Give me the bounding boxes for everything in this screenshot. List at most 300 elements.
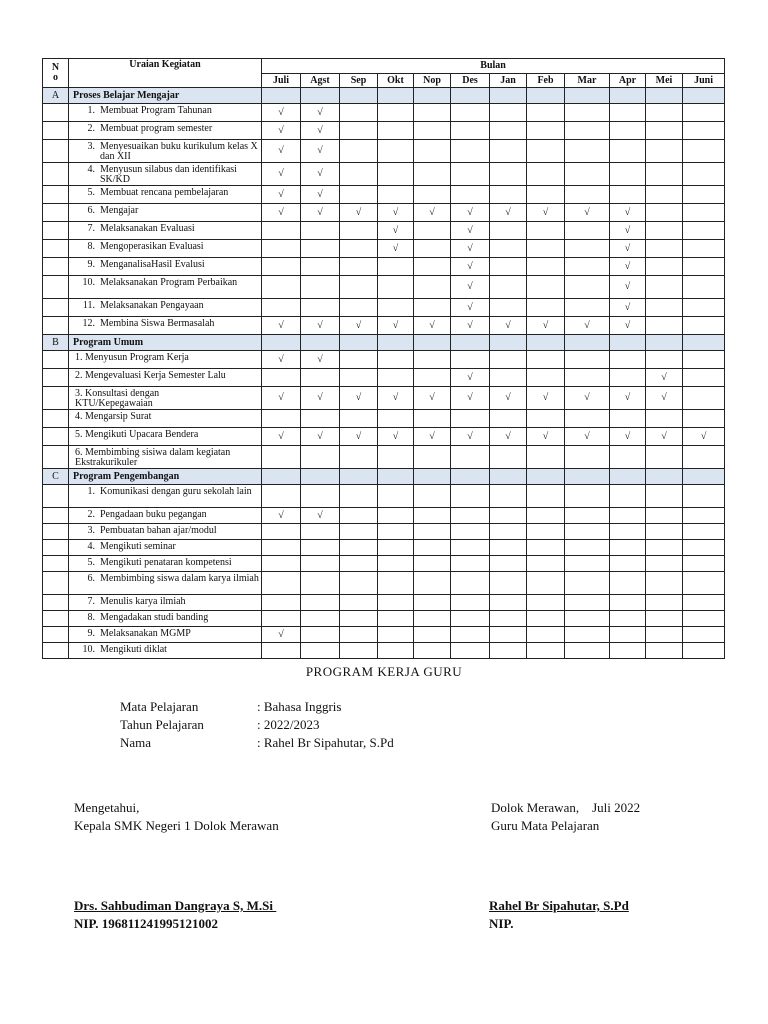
empty-month-cell	[527, 276, 565, 299]
activity-text: Membimbing siswa dalam karya ilmiah	[100, 573, 259, 584]
table-row	[43, 627, 725, 643]
section-month-cell	[565, 469, 610, 485]
section-row	[43, 88, 725, 104]
empty-month-cell	[414, 572, 451, 595]
section-month-cell	[683, 335, 725, 351]
empty-month-cell	[527, 140, 565, 163]
checkmark-cell: √	[262, 104, 301, 122]
desc-header: Uraian Kegiatan	[69, 59, 262, 88]
checkmark-cell: √	[610, 428, 646, 446]
empty-month-cell	[340, 351, 378, 369]
checkmark-cell: √	[610, 299, 646, 317]
activity-number: 8.	[87, 612, 95, 623]
activity-text: Mengarsip Surat	[85, 411, 152, 422]
section-title: Program Umum	[69, 335, 262, 351]
empty-month-cell	[610, 104, 646, 122]
activity-description	[69, 122, 262, 140]
checkmark-cell: √	[565, 204, 610, 222]
empty-month-cell	[565, 163, 610, 186]
empty-month-cell	[414, 540, 451, 556]
empty-month-cell	[262, 446, 301, 469]
empty-month-cell	[340, 627, 378, 643]
empty-month-cell	[301, 572, 340, 595]
activity-number: 5.	[75, 429, 83, 440]
empty-month-cell	[646, 240, 683, 258]
empty-month-cell	[378, 524, 414, 540]
checkmark-cell: √	[527, 317, 565, 335]
empty-month-cell	[610, 351, 646, 369]
section-month-cell	[527, 88, 565, 104]
table-row	[43, 446, 725, 469]
info-label: Tahun Pelajaran	[120, 717, 204, 732]
activity-number: 3.	[87, 141, 95, 152]
activity-number: 2.	[87, 123, 95, 134]
empty-month-cell	[378, 140, 414, 163]
table-row	[43, 508, 725, 524]
section-letter: C	[43, 469, 69, 485]
activity-text: Melaksanakan Evaluasi	[100, 223, 195, 234]
checkmark-cell: √	[490, 428, 527, 446]
empty-month-cell	[683, 556, 725, 572]
checkmark-cell: √	[490, 204, 527, 222]
empty-month-cell	[301, 299, 340, 317]
row-no-cell	[43, 508, 69, 524]
month-header: Juli	[262, 74, 301, 88]
empty-month-cell	[683, 351, 725, 369]
row-no-cell	[43, 186, 69, 204]
empty-month-cell	[490, 186, 527, 204]
empty-month-cell	[378, 595, 414, 611]
sig-left-name: Drs. Sahbudiman Dangraya S, M.Si	[74, 898, 277, 913]
activity-text: Membuat Program Tahunan	[100, 105, 212, 116]
checkmark-cell: √	[301, 351, 340, 369]
checkmark-cell: √	[378, 317, 414, 335]
checkmark-cell: √	[646, 428, 683, 446]
month-header: Des	[451, 74, 490, 88]
empty-month-cell	[340, 595, 378, 611]
activity-text: Mengikuti penataran kompetensi	[100, 557, 232, 568]
empty-month-cell	[646, 299, 683, 317]
info-block	[120, 698, 394, 752]
row-no-cell	[43, 485, 69, 508]
empty-month-cell	[301, 595, 340, 611]
checkmark-cell: √	[378, 240, 414, 258]
empty-month-cell	[451, 508, 490, 524]
checkmark-cell: √	[610, 276, 646, 299]
empty-month-cell	[610, 140, 646, 163]
empty-month-cell	[378, 122, 414, 140]
empty-month-cell	[340, 258, 378, 276]
empty-month-cell	[527, 540, 565, 556]
activity-description	[69, 258, 262, 276]
info-value: : Rahel Br Sipahutar, S.Pd	[257, 735, 394, 750]
checkmark-cell: √	[262, 122, 301, 140]
empty-month-cell	[646, 122, 683, 140]
row-no-cell	[43, 556, 69, 572]
no-header: N o	[43, 59, 69, 88]
empty-month-cell	[451, 611, 490, 627]
empty-month-cell	[565, 643, 610, 659]
checkmark-cell: √	[527, 387, 565, 410]
empty-month-cell	[262, 369, 301, 387]
month-header: Feb	[527, 74, 565, 88]
empty-month-cell	[610, 595, 646, 611]
section-month-cell	[565, 88, 610, 104]
empty-month-cell	[565, 122, 610, 140]
empty-month-cell	[527, 258, 565, 276]
row-no-cell	[43, 222, 69, 240]
checkmark-cell: √	[378, 222, 414, 240]
section-month-cell	[414, 335, 451, 351]
empty-month-cell	[262, 524, 301, 540]
empty-month-cell	[490, 540, 527, 556]
empty-month-cell	[683, 317, 725, 335]
month-group-header: Bulan	[262, 59, 725, 74]
activity-number: 1.	[75, 352, 83, 363]
empty-month-cell	[683, 627, 725, 643]
activity-number: 4.	[75, 411, 83, 422]
row-no-cell	[43, 524, 69, 540]
activity-text: Melaksanakan Program Perbaikan	[100, 277, 238, 288]
empty-month-cell	[610, 122, 646, 140]
section-month-cell	[262, 469, 301, 485]
empty-month-cell	[414, 369, 451, 387]
empty-month-cell	[451, 140, 490, 163]
empty-month-cell	[378, 556, 414, 572]
doc-title: PROGRAM KERJA GURU	[305, 664, 463, 679]
activity-text: Pengadaan buku pegangan	[100, 509, 207, 520]
empty-month-cell	[610, 410, 646, 428]
empty-month-cell	[527, 104, 565, 122]
table-row	[43, 240, 725, 258]
empty-month-cell	[565, 222, 610, 240]
activity-text: Mengikuti diklat	[100, 644, 167, 655]
sig-right-line1: Dolok Merawan, Juli 2022	[491, 800, 641, 815]
row-no-cell	[43, 540, 69, 556]
checkmark-cell: √	[565, 428, 610, 446]
row-no-cell	[43, 299, 69, 317]
checkmark-cell: √	[262, 428, 301, 446]
row-no-cell	[43, 163, 69, 186]
checkmark-cell: √	[565, 317, 610, 335]
activity-number: 6.	[87, 205, 95, 216]
empty-month-cell	[451, 446, 490, 469]
section-month-cell	[262, 335, 301, 351]
empty-month-cell	[646, 485, 683, 508]
empty-month-cell	[610, 508, 646, 524]
empty-month-cell	[490, 104, 527, 122]
empty-month-cell	[451, 627, 490, 643]
checkmark-cell: √	[378, 204, 414, 222]
activity-number: 10.	[82, 644, 95, 655]
empty-month-cell	[527, 572, 565, 595]
empty-month-cell	[378, 369, 414, 387]
empty-month-cell	[683, 508, 725, 524]
section-month-cell	[565, 335, 610, 351]
table-header	[43, 59, 725, 88]
empty-month-cell	[301, 240, 340, 258]
empty-month-cell	[646, 572, 683, 595]
activity-description	[69, 240, 262, 258]
empty-month-cell	[262, 643, 301, 659]
table-row	[43, 369, 725, 387]
empty-month-cell	[262, 595, 301, 611]
activity-text: MenganalisaHasil Evalusi	[100, 259, 205, 270]
table-row	[43, 595, 725, 611]
empty-month-cell	[301, 556, 340, 572]
row-no-cell	[43, 410, 69, 428]
checkmark-cell: √	[262, 317, 301, 335]
empty-month-cell	[565, 627, 610, 643]
empty-month-cell	[414, 446, 451, 469]
empty-month-cell	[414, 122, 451, 140]
empty-month-cell	[414, 611, 451, 627]
activity-description	[69, 163, 262, 186]
month-header: Apr	[610, 74, 646, 88]
empty-month-cell	[565, 140, 610, 163]
empty-month-cell	[683, 222, 725, 240]
empty-month-cell	[490, 163, 527, 186]
table-row	[43, 204, 725, 222]
sig-right-line2: Guru Mata Pelajaran	[491, 818, 600, 833]
checkmark-cell: √	[262, 204, 301, 222]
empty-month-cell	[565, 299, 610, 317]
month-header: Mar	[565, 74, 610, 88]
info-row-name	[120, 734, 394, 752]
activity-number: 8.	[87, 241, 95, 252]
checkmark-cell: √	[301, 163, 340, 186]
activity-text: Melaksanakan MGMP	[100, 628, 191, 639]
activity-text: Mengikuti Upacara Bendera	[85, 429, 199, 440]
empty-month-cell	[301, 540, 340, 556]
checkmark-cell: √	[301, 122, 340, 140]
checkmark-cell: √	[262, 627, 301, 643]
row-no-cell	[43, 387, 69, 410]
checkmark-cell: √	[451, 387, 490, 410]
empty-month-cell	[451, 410, 490, 428]
empty-month-cell	[378, 611, 414, 627]
section-month-cell	[646, 335, 683, 351]
checkmark-cell: √	[301, 317, 340, 335]
empty-month-cell	[683, 276, 725, 299]
empty-month-cell	[378, 643, 414, 659]
empty-month-cell	[301, 222, 340, 240]
info-label: Mata Pelajaran	[120, 699, 199, 714]
empty-month-cell	[414, 556, 451, 572]
empty-month-cell	[646, 258, 683, 276]
activity-number: 1.	[87, 486, 95, 497]
activity-text: Melaksanakan Pengayaan	[100, 300, 204, 311]
activity-description	[69, 485, 262, 508]
empty-month-cell	[646, 204, 683, 222]
section-month-cell	[610, 88, 646, 104]
row-no-cell	[43, 140, 69, 163]
activity-text: Pembuatan bahan ajar/modul	[100, 525, 217, 536]
table-row	[43, 122, 725, 140]
section-month-cell	[610, 335, 646, 351]
empty-month-cell	[378, 186, 414, 204]
month-header: Mei	[646, 74, 683, 88]
activity-text: Konsultasi dengan KTU/Kepegawaian	[75, 388, 160, 409]
month-header: Jan	[490, 74, 527, 88]
section-month-cell	[262, 88, 301, 104]
activity-description	[69, 428, 262, 446]
empty-month-cell	[340, 240, 378, 258]
empty-month-cell	[378, 299, 414, 317]
table-row	[43, 611, 725, 627]
empty-month-cell	[610, 485, 646, 508]
empty-month-cell	[378, 276, 414, 299]
empty-month-cell	[262, 556, 301, 572]
section-month-cell	[490, 88, 527, 104]
empty-month-cell	[301, 276, 340, 299]
empty-month-cell	[262, 240, 301, 258]
checkmark-cell: √	[414, 428, 451, 446]
empty-month-cell	[490, 611, 527, 627]
table-row	[43, 317, 725, 335]
activity-number: 9.	[87, 628, 95, 639]
activity-text: Mengoperasikan Evaluasi	[100, 241, 204, 252]
empty-month-cell	[414, 258, 451, 276]
empty-month-cell	[262, 540, 301, 556]
empty-month-cell	[340, 186, 378, 204]
empty-month-cell	[646, 410, 683, 428]
empty-month-cell	[490, 299, 527, 317]
activity-number: 2.	[75, 370, 83, 381]
activity-text: Komunikasi dengan guru sekolah lain	[100, 486, 252, 497]
empty-month-cell	[490, 556, 527, 572]
empty-month-cell	[565, 258, 610, 276]
signature-right-name-block	[489, 897, 629, 933]
empty-month-cell	[262, 410, 301, 428]
table-row	[43, 556, 725, 572]
empty-month-cell	[451, 351, 490, 369]
empty-month-cell	[414, 627, 451, 643]
row-no-cell	[43, 643, 69, 659]
checkmark-cell: √	[451, 240, 490, 258]
table-row	[43, 410, 725, 428]
checkmark-cell: √	[610, 222, 646, 240]
empty-month-cell	[646, 595, 683, 611]
empty-month-cell	[565, 611, 610, 627]
empty-month-cell	[340, 222, 378, 240]
empty-month-cell	[683, 524, 725, 540]
empty-month-cell	[414, 299, 451, 317]
empty-month-cell	[301, 524, 340, 540]
empty-month-cell	[565, 556, 610, 572]
table-row	[43, 186, 725, 204]
empty-month-cell	[565, 186, 610, 204]
sig-left-nip: NIP. 196811241995121002	[74, 916, 218, 931]
empty-month-cell	[490, 627, 527, 643]
empty-month-cell	[414, 163, 451, 186]
checkmark-cell: √	[414, 387, 451, 410]
activity-text: Membina Siswa Bermasalah	[100, 318, 215, 329]
checkmark-cell: √	[340, 387, 378, 410]
table-row	[43, 351, 725, 369]
empty-month-cell	[414, 186, 451, 204]
empty-month-cell	[610, 524, 646, 540]
empty-month-cell	[565, 446, 610, 469]
empty-month-cell	[646, 104, 683, 122]
sig-right-nip: NIP.	[489, 916, 514, 931]
empty-month-cell	[340, 410, 378, 428]
empty-month-cell	[490, 351, 527, 369]
empty-month-cell	[451, 643, 490, 659]
empty-month-cell	[646, 524, 683, 540]
row-no-cell	[43, 104, 69, 122]
checkmark-cell: √	[451, 317, 490, 335]
activity-description	[69, 540, 262, 556]
empty-month-cell	[610, 369, 646, 387]
empty-month-cell	[565, 572, 610, 595]
section-month-cell	[340, 88, 378, 104]
empty-month-cell	[451, 163, 490, 186]
empty-month-cell	[490, 595, 527, 611]
empty-month-cell	[490, 240, 527, 258]
checkmark-cell: √	[340, 317, 378, 335]
section-row	[43, 469, 725, 485]
empty-month-cell	[646, 643, 683, 659]
checkmark-cell: √	[301, 387, 340, 410]
section-month-cell	[301, 88, 340, 104]
checkmark-cell: √	[451, 222, 490, 240]
empty-month-cell	[646, 627, 683, 643]
activity-description	[69, 204, 262, 222]
activity-description	[69, 186, 262, 204]
section-month-cell	[340, 469, 378, 485]
empty-month-cell	[683, 369, 725, 387]
row-no-cell	[43, 446, 69, 469]
empty-month-cell	[340, 104, 378, 122]
empty-month-cell	[683, 540, 725, 556]
checkmark-cell: √	[610, 240, 646, 258]
empty-month-cell	[301, 485, 340, 508]
row-no-cell	[43, 572, 69, 595]
empty-month-cell	[301, 643, 340, 659]
info-value: : Bahasa Inggris	[257, 699, 342, 714]
empty-month-cell	[490, 222, 527, 240]
table-row	[43, 140, 725, 163]
empty-month-cell	[683, 140, 725, 163]
empty-month-cell	[414, 410, 451, 428]
empty-month-cell	[565, 276, 610, 299]
section-month-cell	[414, 88, 451, 104]
empty-month-cell	[262, 611, 301, 627]
empty-month-cell	[527, 446, 565, 469]
empty-month-cell	[340, 163, 378, 186]
empty-month-cell	[490, 276, 527, 299]
activity-description	[69, 556, 262, 572]
activity-description	[69, 446, 262, 469]
empty-month-cell	[262, 485, 301, 508]
empty-month-cell	[414, 222, 451, 240]
empty-month-cell	[646, 508, 683, 524]
empty-month-cell	[451, 572, 490, 595]
empty-month-cell	[565, 240, 610, 258]
checkmark-cell: √	[378, 387, 414, 410]
work-program-table	[42, 58, 725, 659]
empty-month-cell	[378, 540, 414, 556]
empty-month-cell	[378, 410, 414, 428]
section-month-cell	[646, 469, 683, 485]
empty-month-cell	[451, 524, 490, 540]
activity-number: 1.	[87, 105, 95, 116]
activity-text: Membuat rencana pembelajaran	[100, 187, 229, 198]
section-month-cell	[610, 469, 646, 485]
empty-month-cell	[340, 643, 378, 659]
empty-month-cell	[340, 508, 378, 524]
